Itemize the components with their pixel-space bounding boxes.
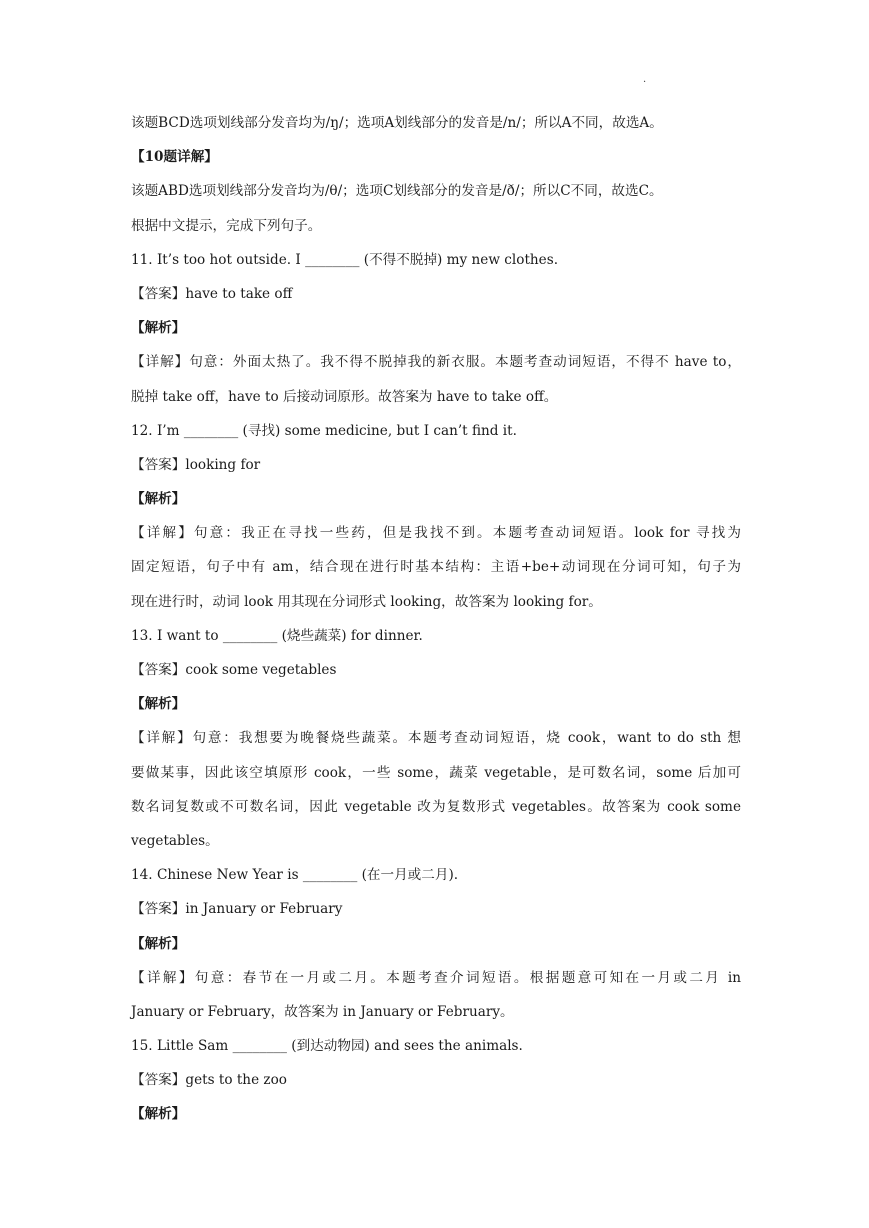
page-mark: · xyxy=(643,77,647,88)
analysis-heading: 【解析】 xyxy=(131,320,186,337)
explanation-line: 【详解】句意：我正在寻找一些药，但是我找不到。本题考查动词短语。look for 寻找为 xyxy=(131,525,741,542)
answer-line: 【答案】gets to the zoo xyxy=(131,1072,287,1089)
explanation-line: 【详解】句意：外面太热了。我不得不脱掉我的新衣服。本题考查动词短语，不得不 have to， xyxy=(131,354,741,371)
document-body xyxy=(131,106,741,1132)
question-line: 13. I want to ________ (烧些蔬菜) for dinner. xyxy=(131,627,423,644)
text-line: 该题ABD选项划线部分发音均为/θ/；选项C划线部分的发音是/ð/；所以C不同，故选C。 xyxy=(131,183,663,200)
answer-line: 【答案】in January or February xyxy=(131,901,343,918)
question-line: 11. It’s too hot outside. I ________ (不得不脱掉) my new clothes. xyxy=(131,251,559,268)
analysis-heading: 【解析】 xyxy=(131,491,186,508)
question-line: 12. I’m ________ (寻找) some medicine, but I can’t find it. xyxy=(131,422,517,439)
text-line: 固定短语，句子中有 am，结合现在进行时基本结构：主语+be+动词现在分词可知，句子为 xyxy=(131,559,741,576)
answer-line: 【答案】looking for xyxy=(131,456,261,473)
analysis-heading: 【解析】 xyxy=(131,696,186,713)
text-line: January or February，故答案为 in January or February。 xyxy=(131,1003,514,1020)
analysis-heading: 【解析】 xyxy=(131,1106,186,1123)
text-line: vegetables。 xyxy=(131,832,219,849)
answer-line: 【答案】cook some vegetables xyxy=(131,662,337,678)
answer-line: 【答案】have to take off xyxy=(131,285,293,302)
section-heading: 【10题详解】 xyxy=(131,149,218,166)
analysis-heading: 【解析】 xyxy=(131,935,186,952)
explanation-line: 【详解】句意：春节在一月或二月。本题考查介词短语。根据题意可知在一月或二月 in xyxy=(131,969,741,986)
text-line: 根据中文提示，完成下列句子。 xyxy=(131,217,322,234)
text-line: 脱掉 take off，have to 后接动词原形。故答案为 have to take off。 xyxy=(131,388,558,405)
question-line: 14. Chinese New Year is ________ (在一月或二月). xyxy=(131,867,459,884)
text-line: 数名词复数或不可数名词，因此 vegetable 改为复数形式 vegetables。故答案为 cook some xyxy=(131,798,741,815)
text-line: 要做某事，因此该空填原形 cook，一些 some，蔬菜 vegetable，是可数名词，some 后加可 xyxy=(131,764,741,781)
explanation-line: 【详解】句意：我想要为晚餐烧些蔬菜。本题考查动词短语，烧 cook，want to do sth 想 xyxy=(131,730,741,747)
text-line: 现在进行时，动词 look 用其现在分词形式 looking，故答案为 looking for。 xyxy=(131,593,602,610)
question-line: 15. Little Sam ________ (到达动物园) and sees the animals. xyxy=(131,1038,523,1055)
text-line: 该题BCD选项划线部分发音均为/ŋ/；选项A划线部分的发音是/n/；所以A不同，故选A。 xyxy=(131,115,663,131)
